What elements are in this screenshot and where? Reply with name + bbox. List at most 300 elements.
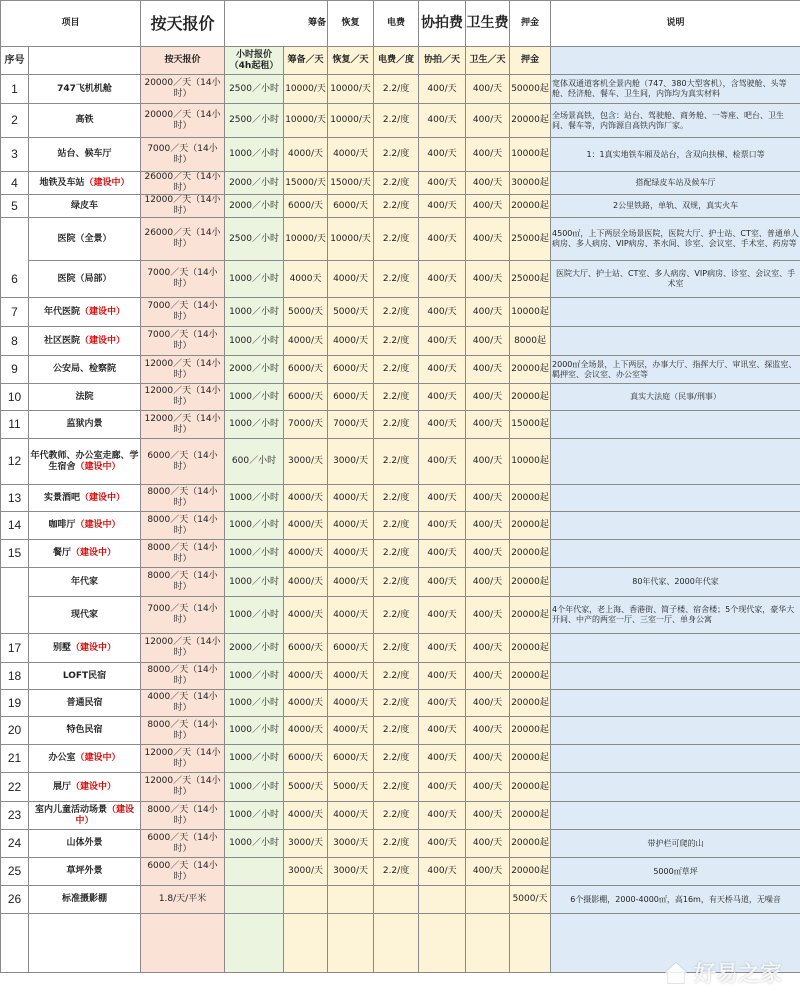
row-restore: 10000/天 — [328, 104, 374, 138]
row-hourly: 1000／小时 — [225, 512, 284, 540]
row-hourly: 2500／小时 — [225, 104, 284, 138]
row-seq: 7 — [1, 298, 29, 327]
row-restore: 3000/天 — [328, 830, 374, 858]
row-seq: 20 — [1, 717, 29, 745]
row-power: 2.2/度 — [374, 717, 419, 745]
row-daily: 7000／天（14小时） — [141, 597, 225, 634]
row-daily: 12000／天（14小时） — [141, 356, 225, 384]
row-project — [29, 298, 141, 327]
row-seq: 15 — [1, 540, 29, 568]
construction-status: （建设中） — [84, 177, 130, 188]
row-deposit: 20000起 — [510, 104, 551, 138]
row-restore: 6000/天 — [328, 634, 374, 663]
row-project — [29, 261, 141, 298]
project-name: 展厅 — [52, 781, 71, 792]
row-power: 2.2/度 — [374, 411, 419, 439]
row-hourly: 1000／小时 — [225, 745, 284, 773]
row-restore: 4000/天 — [328, 568, 374, 597]
row-seq: 2 — [1, 104, 29, 138]
row-daily: 8000／天（14小时） — [141, 717, 225, 745]
row-prep: 10000/天 — [284, 218, 328, 261]
project-name: 室内儿童活动场景 — [34, 804, 107, 815]
row-project — [29, 830, 141, 858]
project-name: 草坪外景 — [66, 866, 103, 876]
header-note: 说明 — [551, 1, 800, 47]
row-seq: 23 — [1, 802, 29, 830]
row-prep: 6000/天 — [284, 745, 328, 773]
row-prep: 4000/天 — [284, 138, 328, 172]
table-row — [1, 568, 800, 597]
row-note — [551, 327, 800, 356]
row-restore: 4000/天 — [328, 512, 374, 540]
project-name: 法院 — [75, 391, 94, 402]
row-hourly: 2000／小时 — [225, 195, 284, 218]
row-hourly: 1000／小时 — [225, 411, 284, 439]
row-deposit: 20000起 — [510, 195, 551, 218]
row-power: 2.2/度 — [374, 104, 419, 138]
row-deposit: 20000起 — [510, 663, 551, 690]
project-name: 年代家 — [71, 576, 99, 587]
row-daily: 12000／天（14小时） — [141, 411, 225, 439]
row-assist: 400/天 — [419, 298, 466, 327]
row-restore: 4000/天 — [328, 597, 374, 634]
row-restore — [328, 886, 374, 914]
table-row — [1, 138, 800, 172]
row-note — [551, 802, 800, 830]
row-project — [29, 773, 141, 802]
row-sanitation: 400/天 — [466, 104, 510, 138]
row-daily: 7000／天（14小时） — [141, 298, 225, 327]
row-sanitation: 400/天 — [466, 75, 510, 104]
row-sanitation: 400/天 — [466, 540, 510, 568]
row-project — [29, 384, 141, 411]
row-note: 全场景高铁，包含：站台、驾驶舱、商务舱、一等座、吧台、卫生间、餐车等，内饰源自高铁内饰厂家。 — [551, 104, 800, 138]
row-sanitation: 400/天 — [466, 327, 510, 356]
row-prep: 10000/天 — [284, 75, 328, 104]
subheader-assist: 协拍／天 — [419, 47, 466, 75]
row-hourly: 1000／小时 — [225, 717, 284, 745]
row-sanitation: 400/天 — [466, 261, 510, 298]
project-name: 年代医院 — [43, 306, 80, 317]
row-note — [551, 485, 800, 512]
row-project — [29, 172, 141, 195]
row-prep: 4000/天 — [284, 485, 328, 512]
row-power: 2.2/度 — [374, 218, 419, 261]
row-seq: 14 — [1, 512, 29, 540]
project-name: 实景酒吧 — [43, 492, 80, 503]
row-note — [551, 439, 800, 485]
project-name: 公安局、检察院 — [53, 364, 117, 374]
row-deposit: 20000起 — [510, 512, 551, 540]
empty-cell — [225, 914, 284, 973]
row-hourly: 600／小时 — [225, 439, 284, 485]
row-power: 2.2/度 — [374, 75, 419, 104]
row-sanitation: 400/天 — [466, 172, 510, 195]
header-power: 电费 — [374, 1, 419, 47]
row-sanitation: 400/天 — [466, 138, 510, 172]
table-row — [1, 356, 800, 384]
construction-status: （建设中） — [75, 753, 121, 763]
row-sanitation: 400/天 — [466, 298, 510, 327]
row-prep: 6000/天 — [284, 195, 328, 218]
row-project — [29, 195, 141, 218]
row-note — [551, 512, 800, 540]
table-row — [1, 261, 800, 298]
row-prep: 6000/天 — [284, 384, 328, 411]
row-restore: 6000/天 — [328, 745, 374, 773]
row-deposit: 20000起 — [510, 717, 551, 745]
row-daily: 26000／天（14小时） — [141, 218, 225, 261]
row-hourly: 1000／小时 — [225, 690, 284, 717]
header-project: 项目 — [1, 1, 141, 47]
project-name: 医院（全景） — [57, 233, 112, 244]
row-note — [551, 745, 800, 773]
row-project — [29, 690, 141, 717]
construction-status: （建设中） — [75, 461, 121, 472]
row-project — [29, 75, 141, 104]
construction-status: （建设中） — [71, 642, 117, 653]
row-project — [29, 327, 141, 356]
row-restore: 3000/天 — [328, 858, 374, 886]
row-daily: 8000／天（14小时） — [141, 802, 225, 830]
table-row — [1, 218, 800, 261]
row-daily: 20000／天（14小时） — [141, 104, 225, 138]
row-sanitation: 400/天 — [466, 690, 510, 717]
row-assist: 400/天 — [419, 830, 466, 858]
row-daily: 12000／天（14小时） — [141, 745, 225, 773]
row-hourly: 1000／小时 — [225, 384, 284, 411]
row-sanitation: 400/天 — [466, 663, 510, 690]
table-row — [1, 773, 800, 802]
row-seq: 19 — [1, 690, 29, 717]
row-daily: 7000／天（14小时） — [141, 327, 225, 356]
subheader-hourly: 小时报价（4h起租） — [225, 47, 284, 75]
row-deposit: 50000起 — [510, 75, 551, 104]
row-assist — [419, 886, 466, 914]
row-restore: 4000/天 — [328, 261, 374, 298]
row-deposit: 20000起 — [510, 773, 551, 802]
row-seq: 12 — [1, 439, 29, 485]
row-hourly: 1000／小时 — [225, 540, 284, 568]
project-name: 咖啡厅 — [48, 520, 76, 530]
row-deposit: 5000/天 — [510, 886, 551, 914]
row-sanitation: 400/天 — [466, 218, 510, 261]
table-row — [1, 802, 800, 830]
row-project — [29, 411, 141, 439]
project-name: 普通民宿 — [66, 697, 103, 708]
row-assist: 400/天 — [419, 717, 466, 745]
row-hourly: 1000／小时 — [225, 298, 284, 327]
row-prep: 4000/天 — [284, 597, 328, 634]
row-note — [551, 773, 800, 802]
row-project — [29, 138, 141, 172]
row-sanitation: 400/天 — [466, 597, 510, 634]
row-note: 80年代家、2000年代家 — [551, 568, 800, 597]
row-assist: 400/天 — [419, 485, 466, 512]
row-daily: 12000／天（14小时） — [141, 773, 225, 802]
row-note: 带护栏可爬的山 — [551, 830, 800, 858]
table-row — [1, 411, 800, 439]
table-row — [1, 75, 800, 104]
row-seq: 4 — [1, 172, 29, 195]
row-note: 4500㎡，上下两层全场景医院，医院大厅、护士站、CT室、普通单人病房、多人病房、VIP病房、茶水间、诊室、会议室、手术室、药房等 — [551, 218, 800, 261]
row-project — [29, 218, 141, 261]
row-note: 2000㎡全场景，上下两层，办事大厅、指挥大厅、审讯室、探监室、羁押室、会议室、办公室等 — [551, 356, 800, 384]
row-hourly: 1000／小时 — [225, 261, 284, 298]
header-prep: 筹备 — [225, 1, 328, 47]
row-seq: 10 — [1, 384, 29, 411]
row-note — [551, 663, 800, 690]
row-sanitation: 400/天 — [466, 634, 510, 663]
row-hourly: 1000／小时 — [225, 802, 284, 830]
table-row — [1, 597, 800, 634]
row-note — [551, 540, 800, 568]
row-note: 2公里铁路，单轨、双规，真实火车 — [551, 195, 800, 218]
row-daily: 6000／天（14小时） — [141, 439, 225, 485]
row-hourly: 2500／小时 — [225, 75, 284, 104]
row-power: 2.2/度 — [374, 568, 419, 597]
row-restore: 4000/天 — [328, 327, 374, 356]
project-name: 高铁 — [75, 115, 94, 125]
row-assist: 400/天 — [419, 597, 466, 634]
project-name: 年代教师、办公室走廊、学生宿舍 — [30, 450, 139, 472]
row-seq: 3 — [1, 138, 29, 172]
row-restore: 4000/天 — [328, 690, 374, 717]
row-assist: 400/天 — [419, 540, 466, 568]
row-prep: 3000/天 — [284, 830, 328, 858]
row-prep: 4000/天 — [284, 717, 328, 745]
table-row — [1, 663, 800, 690]
header-deposit: 押金 — [510, 1, 551, 47]
row-project — [29, 356, 141, 384]
row-assist: 400/天 — [419, 356, 466, 384]
row-power: 2.2/度 — [374, 195, 419, 218]
row-daily: 8000／天（14小时） — [141, 663, 225, 690]
row-project — [29, 802, 141, 830]
project-name: 社区医院 — [43, 335, 80, 346]
project-name: 办公室 — [48, 753, 76, 763]
row-daily: 8000／天（14小时） — [141, 540, 225, 568]
row-assist: 400/天 — [419, 195, 466, 218]
row-power: 2.2/度 — [374, 773, 419, 802]
project-name: 标准摄影棚 — [62, 894, 108, 904]
row-project — [29, 568, 141, 597]
project-name: 别墅 — [52, 642, 71, 653]
row-power — [374, 886, 419, 914]
project-name: 医院（局部） — [57, 273, 112, 284]
row-seq: 1 — [1, 75, 29, 104]
row-power: 2.2/度 — [374, 327, 419, 356]
construction-status: （建设中） — [75, 520, 121, 530]
row-deposit: 20000起 — [510, 858, 551, 886]
row-assist: 400/天 — [419, 439, 466, 485]
empty-cell — [466, 914, 510, 973]
row-daily: 7000／天（14小时） — [141, 261, 225, 298]
row-power: 2.2/度 — [374, 745, 419, 773]
row-sanitation: 400/天 — [466, 512, 510, 540]
row-restore: 15000/天 — [328, 172, 374, 195]
table-row — [1, 104, 800, 138]
row-daily: 12000／天（14小时） — [141, 634, 225, 663]
header-assist: 协拍费 — [419, 1, 466, 47]
row-hourly: 2000／小时 — [225, 356, 284, 384]
row-note — [551, 717, 800, 745]
empty-cell — [29, 914, 141, 973]
row-assist: 400/天 — [419, 802, 466, 830]
table-row — [1, 327, 800, 356]
row-power: 2.2/度 — [374, 356, 419, 384]
row-power: 2.2/度 — [374, 830, 419, 858]
row-prep: 4000/天 — [284, 568, 328, 597]
row-prep: 4000/天 — [284, 540, 328, 568]
row-deposit: 25000起 — [510, 218, 551, 261]
row-assist: 400/天 — [419, 568, 466, 597]
row-deposit: 10000起 — [510, 298, 551, 327]
row-note: 医院大厅、护士站、CT室、多人病房、VIP病房、诊室、会议室、手术室 — [551, 261, 800, 298]
row-deposit: 20000起 — [510, 745, 551, 773]
table-row — [1, 485, 800, 512]
row-daily: 4000／天（14小时） — [141, 690, 225, 717]
row-sanitation: 400/天 — [466, 568, 510, 597]
row-prep: 4000/天 — [284, 512, 328, 540]
watermark-text: 好易之家 — [693, 962, 782, 987]
row-assist: 400/天 — [419, 663, 466, 690]
row-prep: 6000/天 — [284, 634, 328, 663]
construction-status: （建设中） — [75, 804, 135, 826]
row-prep: 4000/天 — [284, 802, 328, 830]
subheader-prep: 筹备／天 — [284, 47, 328, 75]
row-daily: 1.8/天/平米 — [141, 886, 225, 914]
construction-status: （建设中） — [80, 306, 126, 317]
row-daily: 20000／天（14小时） — [141, 75, 225, 104]
subheader-power: 电费／度 — [374, 47, 419, 75]
table-row — [1, 172, 800, 195]
row-restore: 4000/天 — [328, 485, 374, 512]
header-sanitation: 卫生费 — [466, 1, 510, 47]
row-hourly: 1000／小时 — [225, 568, 284, 597]
row-restore: 10000/天 — [328, 75, 374, 104]
construction-status: （建设中） — [71, 781, 117, 792]
row-sanitation: 400/天 — [466, 773, 510, 802]
row-deposit: 20000起 — [510, 830, 551, 858]
subheader-deposit: 押金 — [510, 47, 551, 75]
row-daily: 12000／天（14小时） — [141, 384, 225, 411]
row-seq: 13 — [1, 485, 29, 512]
table-row — [1, 512, 800, 540]
row-project — [29, 597, 141, 634]
header-daily: 按天报价 — [141, 1, 225, 47]
empty-cell — [510, 914, 551, 973]
row-deposit: 15000起 — [510, 411, 551, 439]
construction-status: （建设中） — [71, 548, 117, 558]
row-prep: 4000/天 — [284, 327, 328, 356]
table-row — [1, 439, 800, 485]
row-sanitation: 400/天 — [466, 411, 510, 439]
header-row — [1, 1, 800, 47]
row-seq: 21 — [1, 745, 29, 773]
row-power: 2.2/度 — [374, 858, 419, 886]
row-deposit: 30000起 — [510, 172, 551, 195]
row-daily: 12000／天（14小时） — [141, 195, 225, 218]
row-restore: 4000/天 — [328, 663, 374, 690]
row-deposit: 20000起 — [510, 356, 551, 384]
row-prep: 3000/天 — [284, 858, 328, 886]
row-note — [551, 411, 800, 439]
row-project — [29, 634, 141, 663]
row-hourly: 1000／小时 — [225, 597, 284, 634]
project-name: 监狱内景 — [66, 419, 103, 429]
row-prep: 15000/天 — [284, 172, 328, 195]
row-note — [551, 298, 800, 327]
row-prep: 4000/天 — [284, 663, 328, 690]
row-sanitation: 400/天 — [466, 195, 510, 218]
row-prep: 4000/天 — [284, 690, 328, 717]
row-assist: 400/天 — [419, 104, 466, 138]
row-seq: 5 — [1, 195, 29, 218]
row-hourly: 2500／小时 — [225, 218, 284, 261]
subheader-note-blank — [551, 47, 800, 75]
row-seq: 6 — [1, 218, 29, 298]
row-deposit: 25000起 — [510, 261, 551, 298]
row-seq: 26 — [1, 886, 29, 914]
table-row — [1, 830, 800, 858]
row-deposit: 20000起 — [510, 568, 551, 597]
row-seq: 17 — [1, 634, 29, 663]
row-sanitation: 400/天 — [466, 858, 510, 886]
row-hourly: 1000／小时 — [225, 327, 284, 356]
empty-cell — [284, 914, 328, 973]
table-body — [1, 1, 800, 973]
row-sanitation — [466, 886, 510, 914]
project-name: 站台、候车厅 — [57, 149, 112, 159]
row-restore: 4000/天 — [328, 717, 374, 745]
row-note: 5000㎡草坪 — [551, 858, 800, 886]
row-prep: 5000/天 — [284, 298, 328, 327]
row-assist: 400/天 — [419, 773, 466, 802]
row-project — [29, 104, 141, 138]
row-project — [29, 858, 141, 886]
row-power: 2.2/度 — [374, 634, 419, 663]
header-restore: 恢复 — [328, 1, 374, 47]
row-daily: 26000／天（14小时） — [141, 172, 225, 195]
row-seq: 24 — [1, 830, 29, 858]
row-prep: 7000/天 — [284, 411, 328, 439]
row-prep: 4000天 — [284, 261, 328, 298]
row-deposit: 8000起 — [510, 327, 551, 356]
table-row — [1, 858, 800, 886]
row-assist: 400/天 — [419, 75, 466, 104]
subheader-sanitation: 卫生／天 — [466, 47, 510, 75]
table-row — [1, 717, 800, 745]
row-project — [29, 540, 141, 568]
row-power: 2.2/度 — [374, 485, 419, 512]
row-restore: 4000/天 — [328, 802, 374, 830]
row-project — [29, 745, 141, 773]
row-seq: 9 — [1, 356, 29, 384]
row-sanitation: 400/天 — [466, 830, 510, 858]
row-seq: 25 — [1, 858, 29, 886]
watermark — [662, 957, 782, 988]
row-sanitation: 400/天 — [466, 745, 510, 773]
house-logo-icon — [662, 959, 690, 987]
row-deposit: 20000起 — [510, 540, 551, 568]
row-note: 4个年代家，老上海、香港街、简子楼、宿舍楼；5个现代家，豪华大开间、中产的两室一厅、三室一厅、单身公寓 — [551, 597, 800, 634]
project-name: 现代家 — [71, 609, 99, 620]
project-name: 747飞机机舱 — [57, 83, 112, 94]
row-sanitation: 400/天 — [466, 356, 510, 384]
row-assist: 400/天 — [419, 858, 466, 886]
row-seq: 8 — [1, 327, 29, 356]
